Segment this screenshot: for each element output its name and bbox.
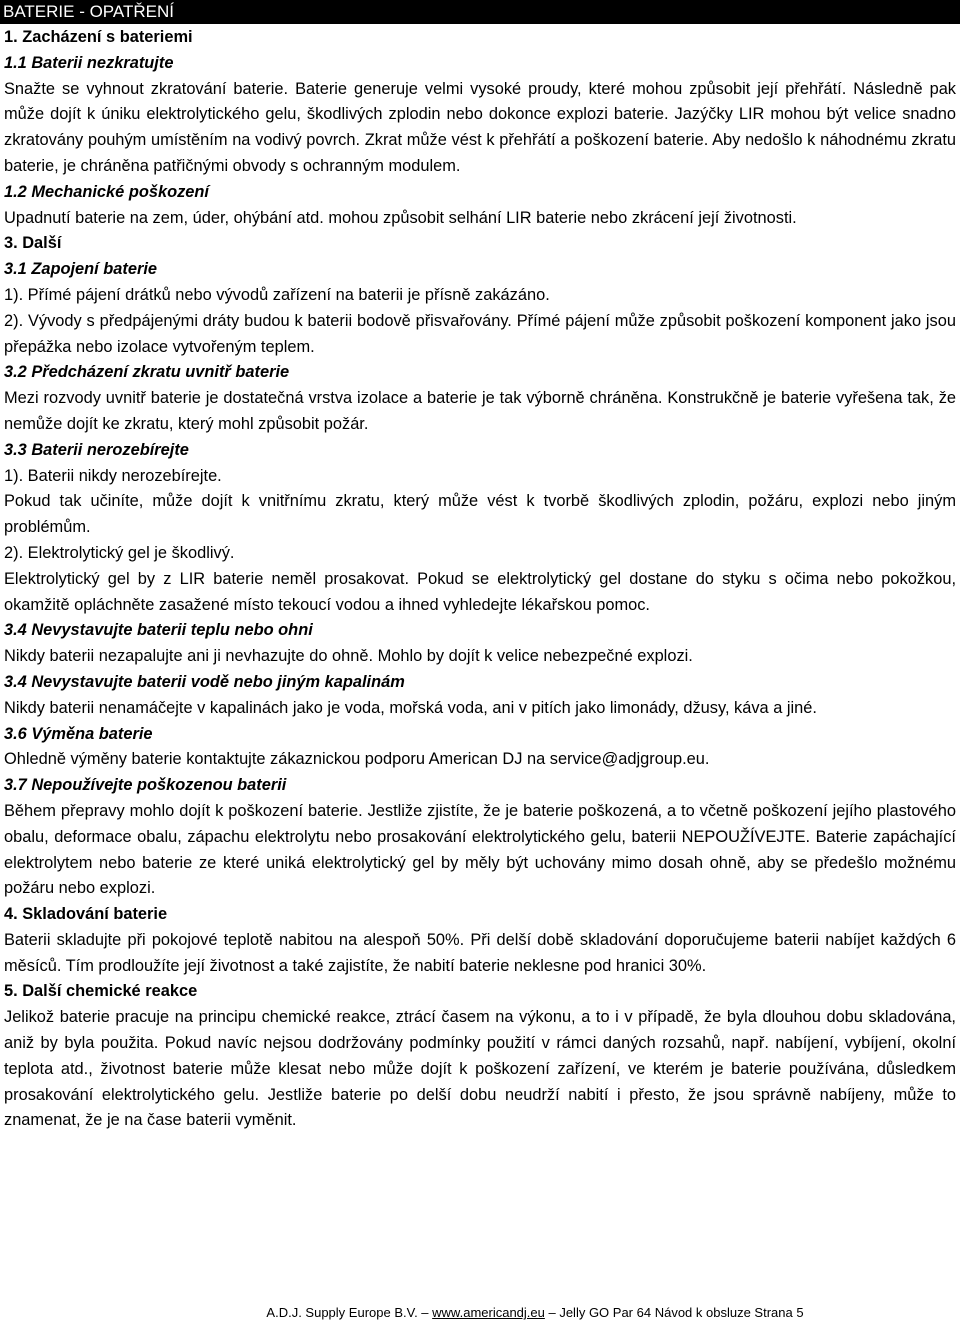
paragraph: Nikdy baterii nezapalujte ani ji nevhazujte do ohně. Mohlo by dojít k velice nebezpečné explozi. xyxy=(4,647,693,666)
paragraph: Mezi rozvody uvnitř baterie je dostatečná vrstva izolace a baterie je tak výborně chráněna. Konstrukčně je baterie vyřešena tak, že nemůže dojít ke zkratu, který mohl způsobit požár. xyxy=(4,389,956,433)
section-heading: 5. Další chemické reakce xyxy=(4,982,198,1001)
footer-website-link[interactable]: www.americandj.eu xyxy=(432,1305,545,1320)
subsection-heading: 1.2 Mechanické poškození xyxy=(4,182,209,201)
paragraph: 1). Baterii nikdy nerozebírejte. xyxy=(4,466,222,485)
section-heading: 3. Další xyxy=(4,234,62,253)
paragraph: Ohledně výměny baterie kontaktujte zákaznickou podporu American DJ na service@adjgroup.eu. xyxy=(4,750,710,769)
subsection-heading: 3.1 Zapojení baterie xyxy=(4,260,158,279)
section-heading: 4. Skladování baterie xyxy=(4,905,168,924)
subsection-heading: 3.4 Nevystavujte baterii vodě nebo jiným kapalinám xyxy=(4,672,405,691)
paragraph: Elektrolytický gel by z LIR baterie neměl prosakovat. Pokud se elektrolytický gel dostane do styku s očima nebo pokožkou, okamžitě opláchněte zasažené místo tekoucí vodou a ihned vyhledejte lékařskou pomoc. xyxy=(4,569,956,614)
paragraph: Během přepravy mohlo dojít k poškození baterie. Jestliže zjistíte, že je baterie poškozená, a to včetně poškození jejího plastového obalu, deformace obalu, zápachu elektrolytu nebo prosakování elektrolytického gelu, baterii NEPOUŽÍVEJTE. Baterie zapáchající elektrolytem nebo baterie ze které uniká elektrolytický gel by měly být uchovány mimo dosah ohně, aby se předešlo možnému požáru nebo explozi. xyxy=(4,801,956,898)
footer-manual-info: – Jelly GO Par 64 Návod k obsluze Strana 5 xyxy=(544,1305,804,1320)
paragraph: Baterii skladujte při pokojové teplotě nabitou na alespoň 50%. Při delší době skladování doporučujeme baterii nabíjet každých 6 měsíců. Tím prodloužíte její životnost a také zajistíte, že nabití baterie neklesne pod hranici 30%. xyxy=(4,930,956,975)
subsection-heading: 3.3 Baterii nerozebírejte xyxy=(4,440,189,459)
subsection-heading: 3.2 Předcházení zkratu uvnitř baterie xyxy=(4,363,290,382)
page-footer xyxy=(0,1305,960,1321)
paragraph: Pokud tak učiníte, může dojít k vnitřnímu zkratu, který může vést k tvorbě škodlivých zplodin, požáru, explozi nebo jiným problémům. xyxy=(4,492,956,537)
subsection-heading: 1.1 Baterii nezkratujte xyxy=(4,53,174,72)
section-title-bar: BATERIE - OPATŘENÍ xyxy=(0,0,960,24)
paragraph: Jelikož baterie pracuje na principu chemické reakce, ztrácí časem na výkonu, a to i v případě, že byla dlouhou dobu skladována, aniž by byla použita. Pokud navíc nejsou dodržovány podmínky použití v rámci daných rozsahů, např. nabíjení, vybíjení, okolní teplota atd., životnost baterie může klesat nebo může dojít k poškození zařízení, ve kterém je baterie používána, důsledkem prosakování elektrolytického gelu. Jestliže baterie po delší dobu neudrží nabití i přesto, že jsou správně nabíjeny, může to znamenat, že je na čase baterii vyměnit. xyxy=(4,1008,956,1130)
subsection-heading: 3.6 Výměna baterie xyxy=(4,724,153,743)
subsection-heading: 3.4 Nevystavujte baterii teplu nebo ohni xyxy=(4,621,313,640)
subsection-heading: 3.7 Nepoužívejte poškozenou baterii xyxy=(4,776,287,795)
paragraph: 1). Přímé pájení drátků nebo vývodů zařízení na baterii je přísně zakázáno. xyxy=(4,285,550,304)
paragraph: Nikdy baterii nenamáčejte v kapalinách jako je voda, mořská voda, ani v pitích jako limonády, džusy, káva a jiné. xyxy=(4,698,817,717)
document-body xyxy=(0,24,960,1134)
paragraph: Upadnutí baterie na zem, úder, ohýbání atd. mohou způsobit selhání LIR baterie nebo zkrácení její životnosti. xyxy=(4,208,797,227)
paragraph: 2). Elektrolytický gel je škodlivý. xyxy=(4,543,235,562)
paragraph: 2). Vývody s předpájenými dráty budou k baterii bodově přisvařovány. Přímé pájení může způsobit poškození komponent jako jsou přepážka nebo izolace vytvořeným teplem. xyxy=(4,311,956,356)
section-heading: 1. Zacházení s bateriemi xyxy=(4,28,193,46)
paragraph: Snažte se vyhnout zkratování baterie. Baterie generuje velmi vysoké proudy, které mohou způsobit její přehřátí. Následně pak může dojít k úniku elektrolytického gelu, škodlivých zplodin nebo dokonce explozi baterie. Jazýčky LIR mohou být velice snadno zkratovány pouhým umístěním na vodivý povrch. Zkrat může vést k přehřátí a poškození baterie. Aby nedošlo k náhodnému zkratu baterie, je chráněna patřičnými obvody s ochranným modulem. xyxy=(4,79,956,175)
footer-company: A.D.J. Supply Europe B.V. – xyxy=(266,1305,433,1320)
